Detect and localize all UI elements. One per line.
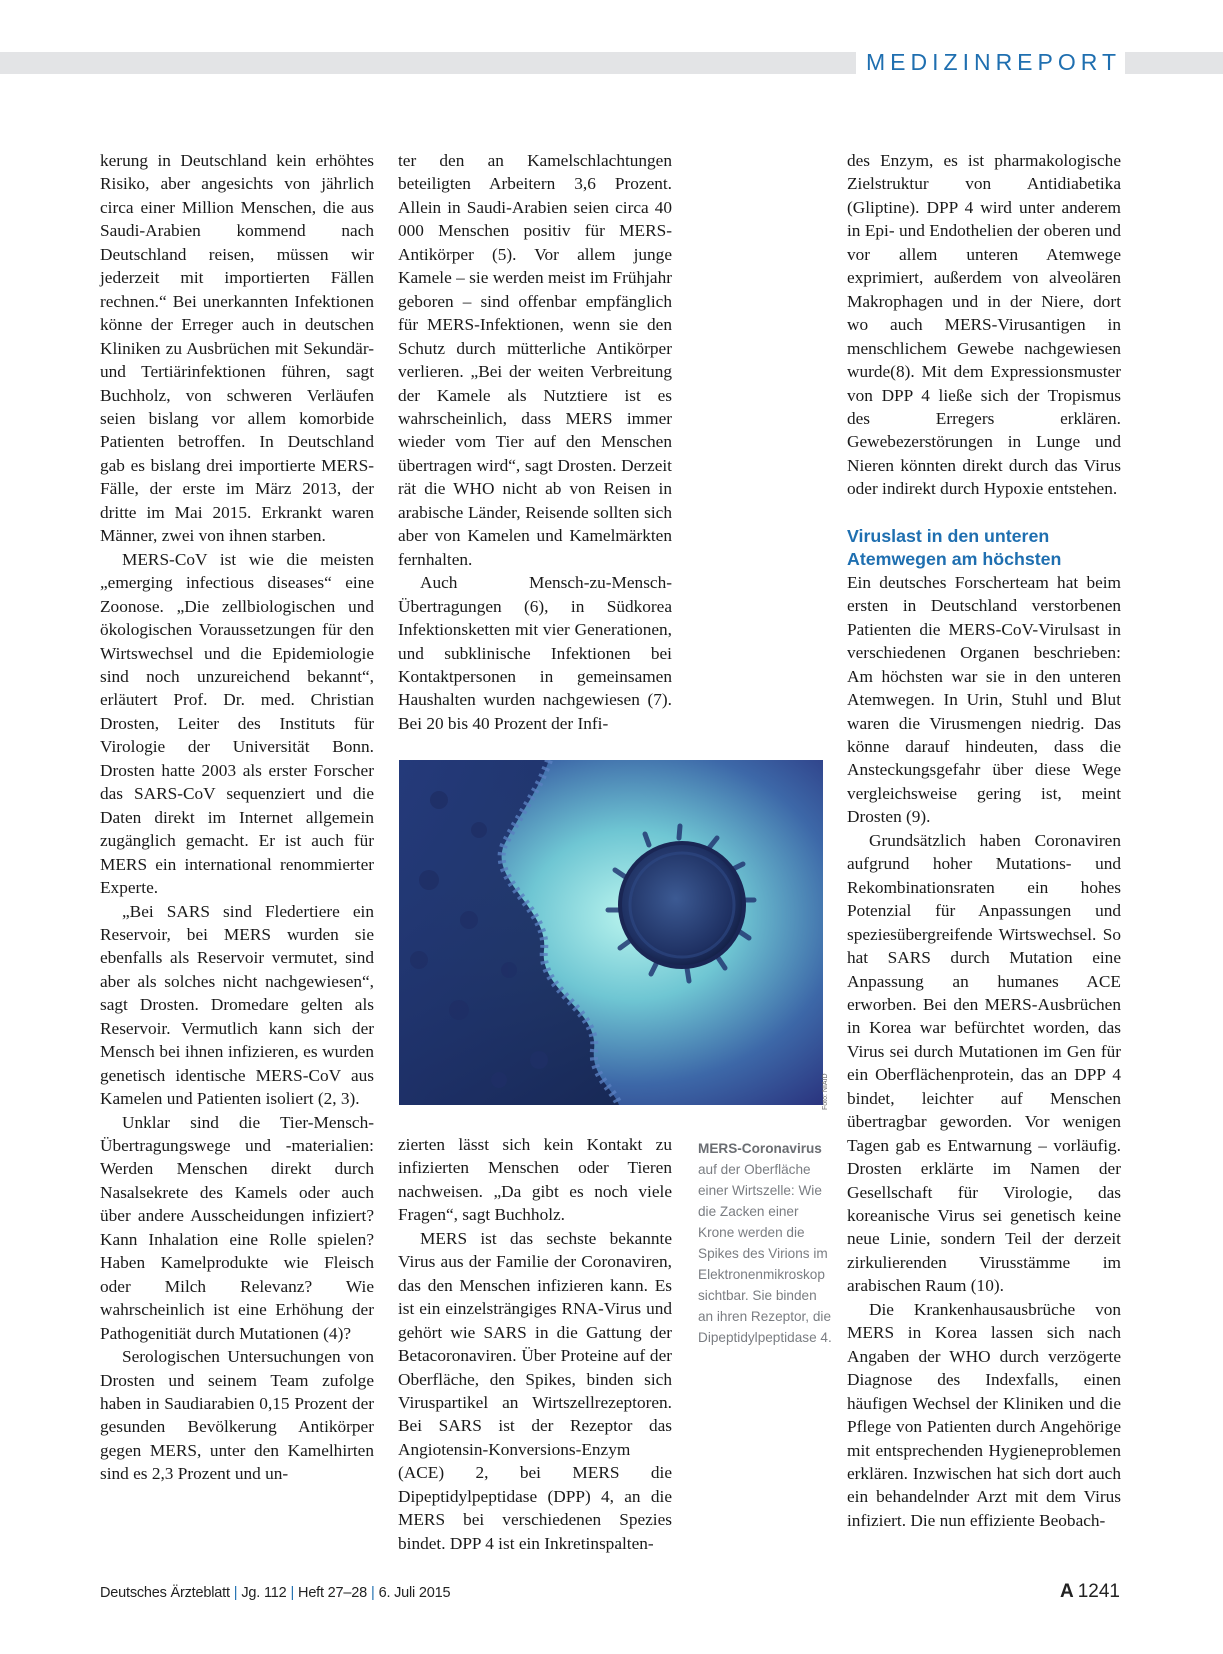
paragraph: MERS ist das sechste bekannte Virus aus der Familie der Coronaviren, das den Menschen infizieren kann. Es ist ein einzelsträngiges RNA-Virus und gehört wie SARS in die Gattung der Betacoronaviren. Über Proteine auf der Oberfläche, den Spikes, binden sich Viruspartikel an Wirtszellrezeptoren. Bei SARS ist der Rezeptor das Angiotensin-Konversions-Enzym (ACE) 2, bei MERS die Dipeptidylpeptidase (DPP) 4, an die MERS bei verschiedenen Spezies bindet. DPP 4 ist ein Inkretinspalten-	[398, 1228, 672, 1553]
paragraph: „Bei SARS sind Fledertiere ein Reservoir, bei MERS wurden sie ebenfalls als Reservoir vermutet, sind aber als solches nicht nachgewiesen“, sagt Drosten. Dromedare gelten als Reservoir. Vermutlich kann sich der Mensch bei ihnen infizieren, es wurden genetisch identische MERS-CoV aus Kamelen und Patienten isoliert (2, 3).	[100, 901, 374, 1109]
text-column-2-top	[398, 149, 672, 735]
paragraph: kerung in Deutschland kein erhöhtes Risiko, aber angesichts von jährlich circa einer Million Menschen, die aus Saudi-Arabien kommend nach Deutschland reisen, müssen wir jederzeit mit importierten Fällen rechnen.“ Bei unerkannten Infektionen könne der Erreger auch in deutschen Kliniken zu Ausbrüchen mit Sekundär- und Tertiärinfektionen führen, sagt Buchholz, von schweren Verläufen seien bislang vor allem komorbide Patienten betroffen. In Deutschland gab es bislang drei importierte MERS-Fälle, der erste im März 2013, der dritte im Mai 2015. Erkrankt waren Männer, zwei von ihnen starben.	[100, 151, 374, 546]
caption-title: MERS-Coronavirus	[698, 1141, 822, 1156]
separator: |	[233, 1585, 238, 1601]
text-column-2-bottom	[398, 1133, 672, 1555]
text-column-1	[100, 149, 374, 1486]
subheading-line: Viruslast in den unteren	[847, 525, 1050, 546]
paragraph: Ein deutsches Forscherteam hat beim ersten in Deutschland verstorbenen Patienten die MERS-CoV-Virulsast in verschiedenen Organen beschrieben: Am höchsten war sie in den unteren Atemwegen. In Urin, Stuhl und Blut waren die Virusmengen niedrig. Das könne darauf hindeuten, dass die Ansteckungsgefahr über diese Wege vergleichsweise gering ist, meint Drosten (9).	[847, 572, 1121, 827]
paragraph: zierten lässt sich kein Kontakt zu infizierten Menschen oder Tieren nachweisen. „Da gibt es noch viele Fragen“, sagt Buchholz.	[398, 1135, 672, 1225]
photo-credit: Foto: NIAID	[822, 1073, 829, 1110]
separator: |	[290, 1585, 295, 1601]
separator: |	[371, 1585, 375, 1601]
page-letter: A	[1059, 1581, 1074, 1602]
paragraph: Auch Mensch-zu-Mensch-Übertragungen (6), in Südkorea Infektionsketten mit vier Generationen, und subklinische Infektionen bei Kontaktpersonen in gemeinsamen Haushalten wurden nachgewiesen (7). Bei 20 bis 40 Prozent der Infi-	[398, 573, 672, 733]
subheading-line: Atemwegen am höchsten	[847, 548, 1062, 569]
virus-micrograph-image	[399, 760, 823, 1105]
paragraph: Serologischen Untersuchungen von Drosten und seinem Team zufolge haben in Saudiarabien 0,15 Prozent der gesunden Bevölkerung Antikörper gegen MERS, unter den Kamelhirten sind es 2,3 Prozent und un-	[100, 1347, 374, 1484]
paragraph: Grundsätzlich haben Coronaviren aufgrund hoher Mutations- und Rekombinationsraten ein hohes Potenzial für Anpassungen und speziesübergreifende Wirtswechsel. So hat SARS durch Mutation eine Anpassung an humanes ACE erworben. Bei den MERS-Ausbrüchen in Korea war befürchtet worden, das Virus sei durch Mutationen im Gen für ein Oberflächenprotein, das an DPP 4 bindet, leichter auf Menschen übertragbar geworden. Vor wenigen Tagen gab es Entwarnung – vorläufig. Drosten erklärte im Namen der Gesellschaft für Virologie, das koreanische Virus sei genetisch keine neue Linie, sondern Teil der derzeit zirkulierenden Virusstämme im arabischen Raum (10).	[847, 830, 1121, 1296]
page-footer	[100, 1581, 1120, 1607]
paragraph: MERS-CoV ist wie die meisten „emerging infectious diseases“ eine Zoonose. „Die zellbiologischen und ökologischen Voraussetzungen für den Wirtswechsel und die Epidemiologie sind noch unzureichend bekannt“, erläutert Prof. Dr. med. Christian Drosten, Leiter des Instituts für Virologie der Universität Bonn. Drosten hatte 2003 als erster Forscher das SARS-CoV sequenziert und die Daten direkt im Internet allgemein zugänglich gemacht. Er ist auch für MERS ein international renommierter Experte.	[100, 549, 374, 898]
page-number	[1060, 1581, 1120, 1603]
figure-caption	[698, 1138, 833, 1348]
issue-date: 6. Juli 2015	[378, 1585, 451, 1601]
journal-name: Deutsches Ärzteblatt	[100, 1585, 230, 1601]
subheading	[847, 525, 1121, 571]
paragraph: des Enzym, es ist pharmakologische Zielstruktur von Antidiabetika (Gliptine). DPP 4 wird unter anderem in Epi- und Endothelien der oberen und vor allem unteren Atemwege exprimiert, außerdem von alveolären Makrophagen und in der Niere, dort wo auch MERS-Virusantigen in menschlichem Gewebe nachgewiesen wurde(8). Mit dem Expressionsmuster von DPP 4 ließe sich der Tropismus des Erregers erklären. Gewebezerstörungen in Lunge und Nieren könnten direkt durch das Virus oder indirekt durch Hypoxie entstehen.	[847, 151, 1121, 499]
paragraph: ter den an Kamelschlachtungen beteiligten Arbeitern 3,6 Prozent. Allein in Saudi-Arabien seien circa 40 000 Menschen positiv für MERS-Antikörper (5). Vor allem junge Kamele – sie werden meist im Frühjahr geboren – sind offenbar empfänglich für MERS-Infektionen, wenn sie den Schutz durch mütterliche Antikörper verlieren. „Bei der weiten Verbreitung der Kamele als Nutztiere ist es wahrscheinlich, dass MERS immer wieder vom Tier auf den Menschen übertragen wird“, sagt Drosten. Derzeit rät die WHO nicht ab von Reisen in arabische Länder, Reisende sollten sich aber von Kamelen und Kamelmärkten fernhalten.	[398, 151, 672, 569]
paragraph: Unklar sind die Tier-Mensch-Übertragungswege und -materialien: Werden Menschen direkt durch Nasalsekrete des Kamels oder auch über andere Ausscheidungen infiziert? Kann Inhalation eine Rolle spielen? Haben Kamelprodukte wie Fleisch oder Milch Relevanz? Wie wahrscheinlich ist eine Erhöhung der Pathogenitiät durch Mutationen (4)?	[100, 1112, 374, 1343]
issue: Heft 27–28	[298, 1585, 367, 1601]
caption-text: auf der Oberfläche einer Wirtszelle: Wie die Zacken einer Krone werden die Spikes des Virions im Elektronenmikroskop sichtbar. Sie binden an ihren Rezeptor, die Dipeptidylpeptidase 4.	[698, 1162, 832, 1345]
paragraph: Die Krankenhausausbrüche von MERS in Korea lassen sich nach Angaben der WHO durch verzögerte Diagnose des Indexfalls, einen häufigen Wechsel der Kliniken und die Pflege von Patienten durch Angehörige mit entsprechenden Hygieneproblemen erklären. Inzwischen hat sich dort auch ein behandelnder Arzt mit dem Virus infiziert. Die nun effiziente Beobach-	[847, 1299, 1121, 1530]
volume: Jg. 112	[241, 1585, 287, 1601]
page-number-value: 1241	[1077, 1581, 1120, 1602]
text-column-3	[847, 149, 1121, 1532]
section-label: MEDIZINREPORT	[856, 47, 1125, 77]
footer-citation	[100, 1585, 450, 1601]
micrograph-svg	[399, 760, 823, 1105]
